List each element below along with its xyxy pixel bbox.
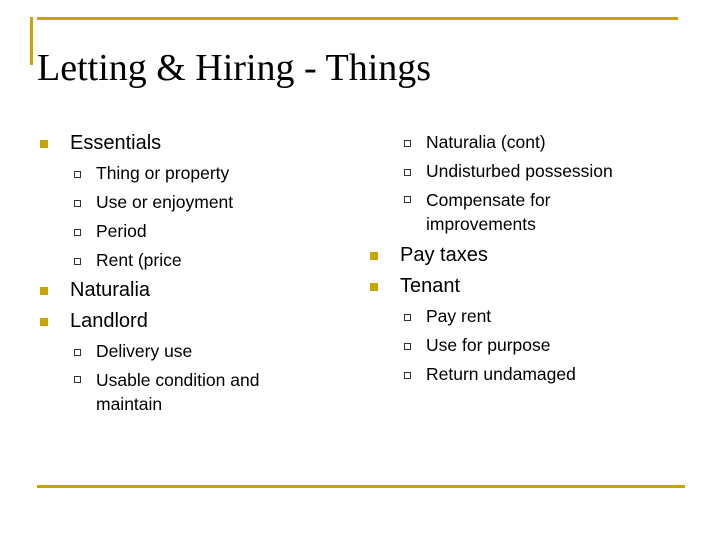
hollow-square-bullet-icon (74, 258, 81, 265)
sub-bullet-usable-condition (30, 366, 296, 420)
hollow-square-bullet-icon (404, 343, 411, 350)
sub-bullet-text: Use for purpose (426, 335, 551, 355)
sub-bullet-text: Compensate for improvements (426, 190, 551, 234)
square-bullet-icon (370, 252, 378, 260)
bullet-text: Tenant (400, 275, 461, 297)
hollow-square-bullet-icon (404, 372, 411, 379)
sub-bullet-text: Delivery use (96, 341, 193, 361)
sub-bullet-text: Return undamaged (426, 364, 576, 384)
bullet-text: Landlord (70, 310, 148, 332)
bullet-naturalia (30, 275, 340, 306)
sub-bullet-thing-or-property (30, 159, 340, 188)
sub-bullet-rent (30, 246, 340, 275)
sub-bullet-use-for-purpose (360, 331, 680, 360)
bottom-accent-rule (37, 485, 685, 488)
sub-bullet-undisturbed-possession (360, 157, 680, 186)
sub-bullet-text: Usable condition and maintain (96, 370, 260, 414)
hollow-square-bullet-icon (404, 196, 411, 203)
bullet-tenant (360, 271, 680, 302)
top-accent-rule (37, 17, 678, 20)
bullet-pay-taxes (360, 240, 680, 271)
hollow-square-bullet-icon (74, 171, 81, 178)
sub-bullet-text: Period (96, 221, 147, 241)
sub-bullet-period (30, 217, 340, 246)
hollow-square-bullet-icon (74, 229, 81, 236)
bullet-text: Essentials (70, 132, 162, 154)
hollow-square-bullet-icon (74, 376, 81, 383)
sub-bullet-return-undamaged (360, 360, 680, 389)
sub-bullet-text: Naturalia (cont) (426, 132, 546, 152)
bullet-text: Naturalia (70, 279, 151, 301)
left-column (30, 128, 340, 420)
sub-bullet-delivery-use (30, 337, 340, 366)
square-bullet-icon (370, 283, 378, 291)
bullet-landlord (30, 306, 340, 337)
sub-bullet-compensate (360, 186, 586, 240)
sub-bullet-text: Rent (price (96, 250, 182, 270)
right-column (360, 128, 680, 389)
square-bullet-icon (40, 140, 48, 148)
sub-bullet-use-or-enjoyment (30, 188, 340, 217)
bullet-text: Pay taxes (400, 244, 488, 266)
bullet-essentials (30, 128, 340, 159)
square-bullet-icon (40, 287, 48, 295)
hollow-square-bullet-icon (74, 200, 81, 207)
hollow-square-bullet-icon (404, 314, 411, 321)
sub-bullet-text: Thing or property (96, 163, 230, 183)
slide-title: Letting & Hiring - Things (37, 47, 432, 89)
square-bullet-icon (40, 318, 48, 326)
sub-bullet-text: Use or enjoyment (96, 192, 234, 212)
sub-bullet-pay-rent (360, 302, 680, 331)
hollow-square-bullet-icon (404, 140, 411, 147)
sub-bullet-naturalia-cont (360, 128, 680, 157)
hollow-square-bullet-icon (404, 169, 411, 176)
left-accent-rule (30, 17, 33, 65)
sub-bullet-text: Pay rent (426, 306, 492, 326)
sub-bullet-text: Undisturbed possession (426, 161, 613, 181)
hollow-square-bullet-icon (74, 349, 81, 356)
